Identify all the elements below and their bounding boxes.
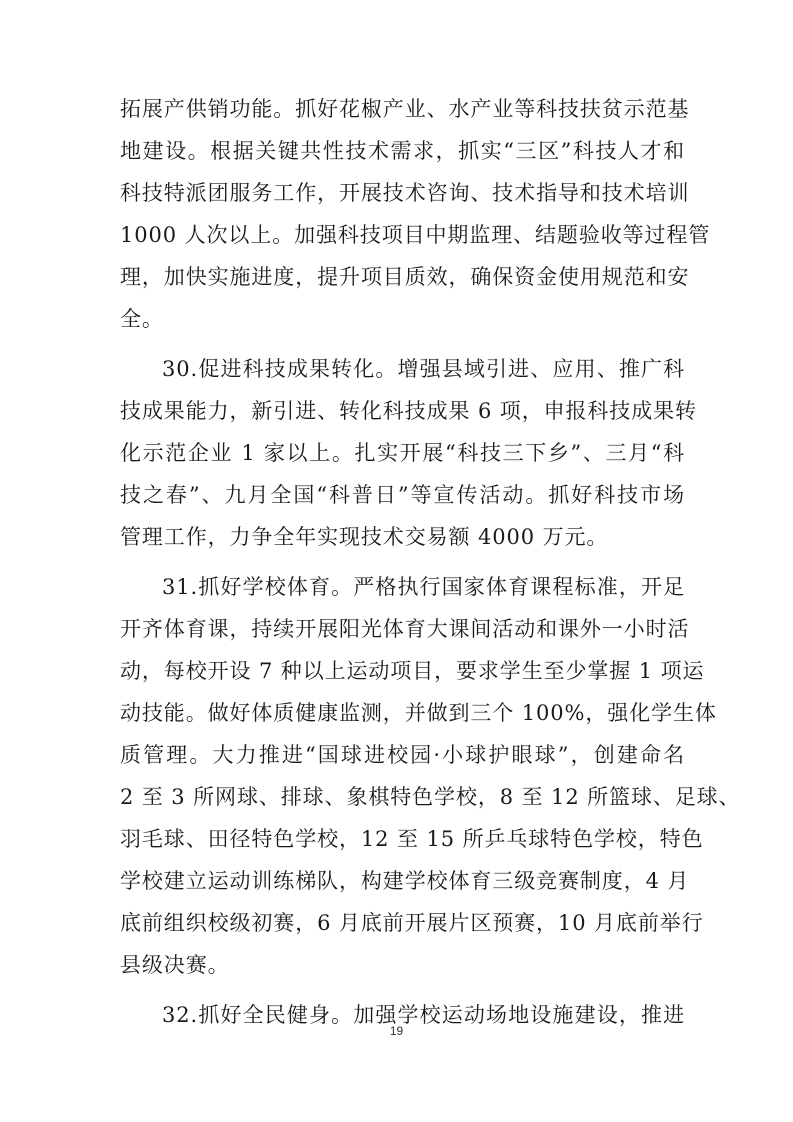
text-line: 羽毛球、田径特色学校，12 至 15 所乒乓球特色学校，特色	[120, 827, 704, 851]
text-line: 开齐体育课，持续开展阳光体育大课间活动和课外一小时活	[120, 617, 690, 641]
text-line: 底前组织校级初赛，6 月底前开展片区预赛，10 月底前举行	[120, 911, 704, 935]
text-line: 技成果能力，新引进、转化科技成果 6 项，申报科技成果转	[120, 399, 697, 423]
text-line: 31.抓好学校体育。严格执行国家体育课程标准，开足	[162, 575, 685, 599]
text-line: 32.抓好全民健身。加强学校运动场地设施建设，推进	[162, 1003, 685, 1027]
text-line: 2 至 3 所网球、排球、象棋特色学校，8 至 12 所篮球、足球、	[120, 785, 741, 809]
text-line: 县级决赛。	[120, 953, 230, 977]
text-line: 理，加快实施进度，提升项目质效，确保资金使用规范和安	[120, 265, 690, 289]
paragraph-gap	[120, 558, 685, 566]
text-line: 质管理。大力推进“国球进校园·小球护眼球”，创建命名	[120, 743, 685, 767]
text-line: 化示范企业 1 家以上。扎实开展“科技三下乡”、三月“科	[120, 441, 685, 465]
text-line: 全。	[120, 307, 164, 331]
text-line: 技之春”、九月全国“科普日”等宣传活动。抓好科技市场	[120, 483, 685, 507]
page-number: 19	[389, 1024, 404, 1038]
text-line: 地建设。根据关键共性技术需求，抓实“三区”科技人才和	[120, 139, 685, 163]
text-line: 管理工作，力争全年实现技术交易额 4000 万元。	[120, 525, 609, 549]
text-line: 1000 人次以上。加强科技项目中期监理、结题验收等过程管	[120, 223, 711, 247]
text-line: 学校建立运动训练梯队，构建学校体育三级竞赛制度，4 月	[120, 869, 690, 893]
text-line: 30.促进科技成果转化。增强县域引进、应用、推广科	[162, 357, 685, 381]
text-line: 科技特派团服务工作，开展技术咨询、技术指导和技术培训	[120, 181, 690, 205]
text-line: 动，每校开设 7 种以上运动项目，要求学生至少掌握 1 项运	[120, 659, 705, 683]
text-line: 拓展产供销功能。抓好花椒产业、水产业等科技扶贫示范基	[120, 97, 690, 121]
text-line: 动技能。做好体质健康监测，并做到三个 100%，强化学生体	[120, 701, 717, 725]
paragraph-continuation	[120, 88, 711, 340]
paragraph-gap	[120, 986, 685, 994]
paragraph-item-30	[120, 348, 697, 558]
body-text	[120, 88, 741, 1036]
paragraph-gap	[120, 340, 685, 348]
paragraph-item-31	[120, 566, 741, 986]
